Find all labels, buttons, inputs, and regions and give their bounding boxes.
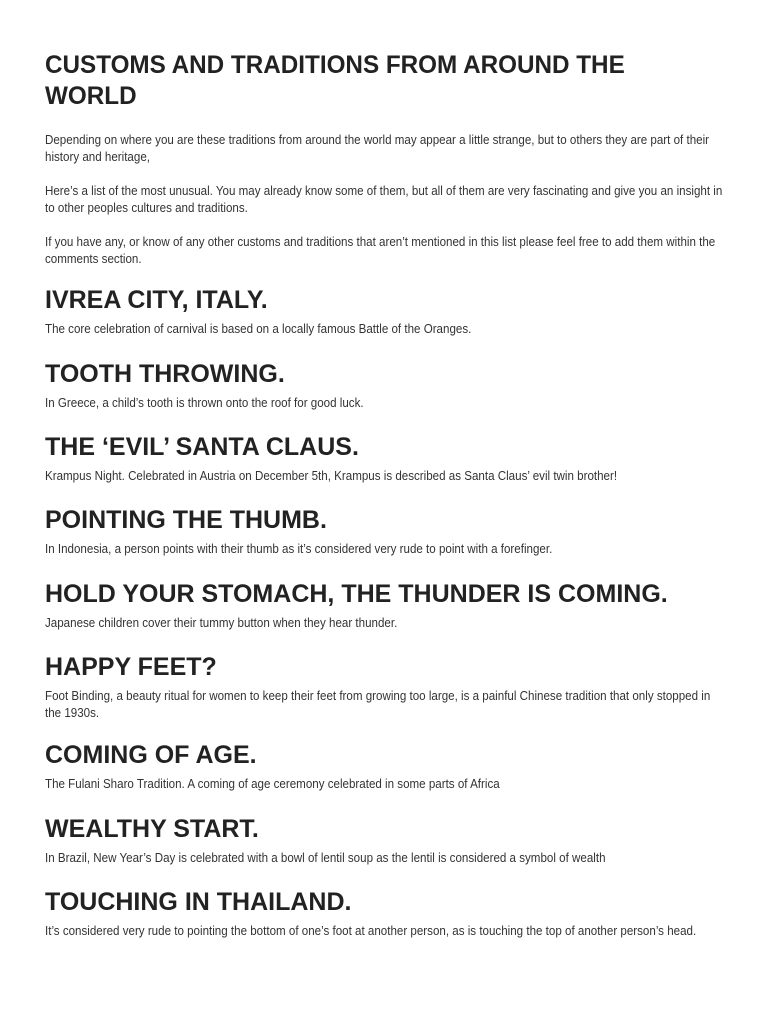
- intro-paragraph-3: If you have any, or know of any other customs and traditions that aren’t mentioned in this list please feel free to add them within the comments section.: [45, 235, 716, 266]
- intro: [45, 132, 768, 182]
- section-tooth-throwing: [45, 359, 745, 412]
- section-coming-of-age: [45, 740, 745, 793]
- section-text: In Brazil, New Year’s Day is celebrated with a bowl of lentil soup as the lentil is considered a symbol of wealth: [45, 851, 606, 865]
- section-text: The core celebration of carnival is based on a locally famous Battle of the Oranges.: [45, 322, 472, 336]
- section-heading: THE ‘EVIL’ SANTA CLAUS.: [45, 433, 359, 461]
- intro-paragraph-1: Depending on where you are these traditions from around the world may appear a little strange, but to others they are part of their history and heritage,: [45, 133, 710, 164]
- section-text: Krampus Night. Celebrated in Austria on December 5th, Krampus is described as Santa Claus’ evil twin brother!: [45, 469, 618, 483]
- section-touching-thailand: [45, 887, 745, 940]
- document-title: CUSTOMS AND TRADITIONS FROM AROUND THE WORLD: [45, 51, 625, 110]
- intro: [45, 234, 768, 284]
- section-text: In Greece, a child’s tooth is thrown onto the roof for good luck.: [45, 396, 364, 410]
- section-heading: IVREA CITY, ITALY.: [45, 286, 268, 314]
- section-happy-feet: [45, 652, 745, 722]
- section-heading: TOOTH THROWING.: [45, 360, 285, 388]
- section-heading: COMING OF AGE.: [45, 741, 257, 769]
- section-heading: HOLD YOUR STOMACH, THE THUNDER IS COMING.: [45, 580, 668, 608]
- section-text: In Indonesia, a person points with their thumb as it’s considered very rude to point with a forefinger.: [45, 542, 553, 556]
- section-wealthy-start: [45, 814, 745, 867]
- section-text: Foot Binding, a beauty ritual for women to keep their feet from growing too large, is a painful Chinese tradition that only stopped in the 1930s.: [45, 689, 711, 720]
- section-text: The Fulani Sharo Tradition. A coming of age ceremony celebrated in some parts of Africa: [45, 777, 500, 791]
- section-heading: POINTING THE THUMB.: [45, 506, 327, 534]
- document-page: [45, 50, 725, 938]
- section-heading: WEALTHY START.: [45, 815, 259, 843]
- section-thunder: [45, 579, 745, 632]
- section-ivrea: [45, 285, 745, 338]
- section-heading: HAPPY FEET?: [45, 653, 217, 681]
- intro: [45, 183, 768, 233]
- section-text: It’s considered very rude to pointing the bottom of one’s foot at another person, as is touching the top of another person’s head.: [45, 924, 697, 938]
- section-evil-santa: [45, 432, 745, 485]
- intro-paragraph-2: Here’s a list of the most unusual. You may already know some of them, but all of them are very fascinating and give you an insight in to other peoples cultures and traditions.: [45, 184, 723, 215]
- section-pointing-thumb: [45, 505, 745, 558]
- section-heading: TOUCHING IN THAILAND.: [45, 888, 352, 916]
- section-text: Japanese children cover their tummy button when they hear thunder.: [45, 616, 398, 630]
